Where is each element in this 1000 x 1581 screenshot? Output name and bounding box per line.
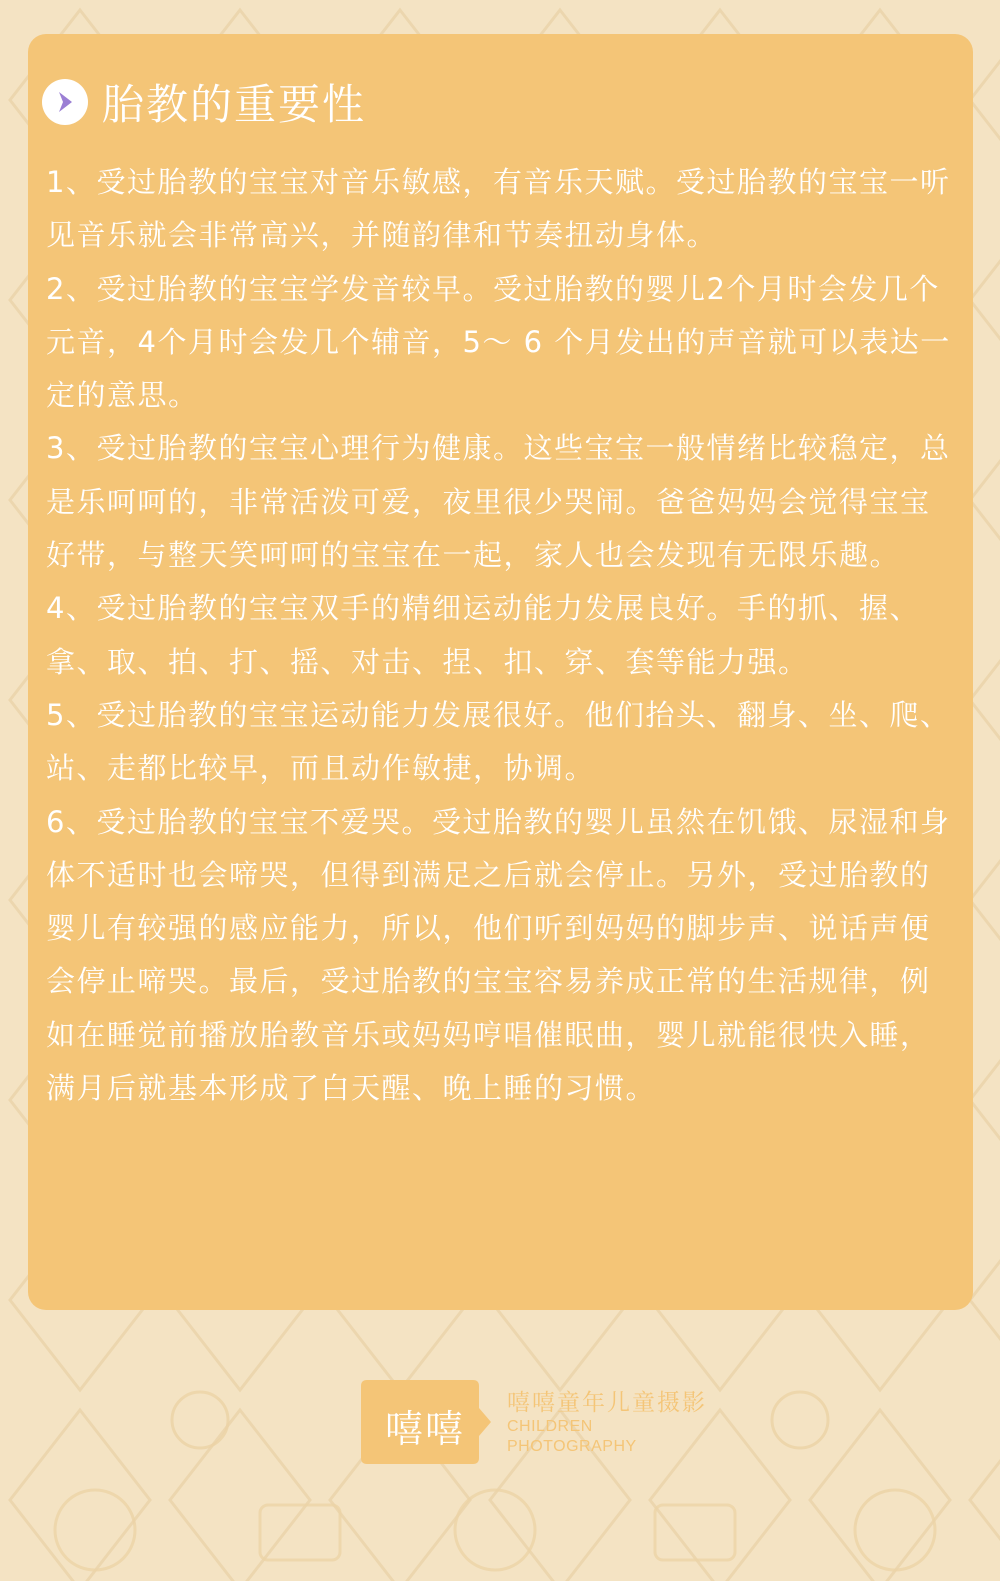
- content-card: [28, 34, 973, 1310]
- brand-name: 嘻嘻童年儿童摄影: [507, 1390, 707, 1416]
- paragraph: 5、受过胎教的宝宝运动能力发展很好。他们抬头、翻身、坐、爬、站、走都比较早，而且动作敏捷，协调。: [46, 697, 951, 786]
- brand-en-line2: PHOTOGRAPHY: [507, 1438, 637, 1455]
- paragraph: 1、受过胎教的宝宝对音乐敏感，有音乐天赋。受过胎教的宝宝一听见音乐就会非常高兴，并随韵律和节奏扭动身体。: [46, 165, 951, 253]
- paragraph: 6、受过胎教的宝宝不爱哭。受过胎教的婴儿虽然在饥饿、尿湿和身体不适时也会啼哭，但得到满足之后就会停止。另外，受过胎教的婴儿有较强的感应能力，所以，他们听到妈妈的脚步声、说话声便会停止啼哭。最后，受过胎教的宝宝容易养成正常的生活规律，例如在睡觉前播放胎教音乐或妈妈哼唱催眠曲，婴儿就能很快入睡，满月后就基本形成了白天醒、晚上睡的习惯。: [46, 804, 951, 1106]
- logo-mark-text: 嘻嘻: [384, 1407, 465, 1451]
- paragraph-list: [46, 156, 956, 1115]
- paragraph: 2、受过胎教的宝宝学发音较早。受过胎教的婴儿2个月时会发几个元音，4个月时会发几个辅音，5～ 6 个月发出的声音就可以表达一定的意思。: [46, 271, 951, 413]
- paragraph: 3、受过胎教的宝宝心理行为健康。这些宝宝一般情绪比较稳定，总是乐呵呵的，非常活泼可爱，夜里很少哭闹。爸爸妈妈会觉得宝宝好带，与整天笑呵呵的宝宝在一起，家人也会发现有无限乐趣。: [46, 431, 951, 573]
- brand-en-line1: CHILDREN: [507, 1418, 593, 1435]
- section-heading: [42, 74, 366, 130]
- section-title: 胎教的重要性: [102, 80, 367, 129]
- paragraph: 4、受过胎教的宝宝双手的精细运动能力发展良好。手的抓、握、拿、取、拍、打、摇、对击、捏、扣、穿、套等能力强。: [46, 591, 920, 679]
- chevron-right-icon: [42, 79, 88, 125]
- brand-logo: [355, 1378, 705, 1468]
